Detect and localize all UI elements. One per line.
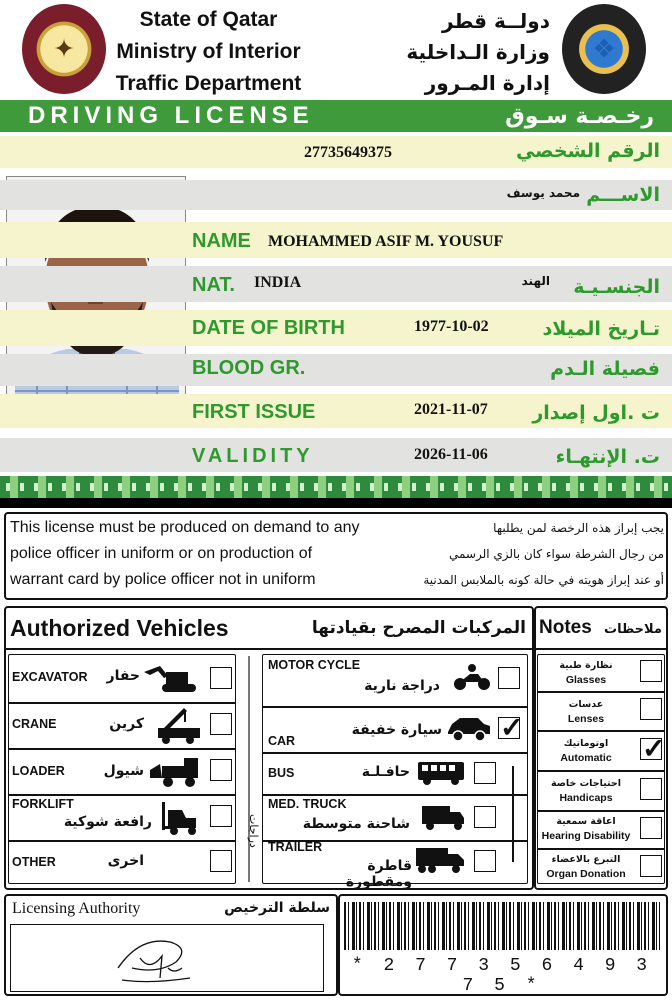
header-english bbox=[106, 4, 311, 100]
group-bracket bbox=[512, 766, 514, 862]
note-glasses bbox=[540, 658, 632, 688]
licensing-authority-label: Licensing Authority bbox=[12, 900, 141, 917]
glasses-checkbox[interactable] bbox=[640, 660, 662, 682]
loader-icon bbox=[148, 756, 202, 788]
note-glasses-ar: نظارة طبية bbox=[559, 660, 613, 671]
crane-label: CRANE bbox=[12, 717, 57, 731]
notice-ar-line: من رجال الشرطة سواء كان بالزي الرسمي bbox=[448, 547, 664, 561]
license-title-ar: رخـصـة سـوق bbox=[505, 104, 654, 129]
first-issue-label: FIRST ISSUE bbox=[192, 401, 316, 423]
car-checkbox[interactable] bbox=[498, 717, 520, 739]
header-ministry: Ministry of Interior bbox=[116, 40, 301, 63]
authorized-vehicles-title-ar: المركبات المصرح بقيادتها bbox=[311, 618, 526, 638]
excavator-checkbox[interactable] bbox=[210, 667, 232, 689]
notes-divider bbox=[537, 810, 665, 812]
row-divider bbox=[262, 706, 528, 708]
note-organ-ar: التبرع بالاعضاء bbox=[551, 854, 621, 865]
car-icon bbox=[446, 714, 492, 742]
handicaps-checkbox[interactable] bbox=[640, 778, 662, 800]
motorcycle-label-ar: دراجة نارية bbox=[364, 678, 440, 694]
validity-value: 2026-11-06 bbox=[414, 446, 488, 463]
med-truck-icon bbox=[420, 804, 466, 832]
note-organ-en: Organ Donation bbox=[546, 868, 626, 880]
authorized-vehicles-title: Authorized Vehicles bbox=[10, 615, 229, 641]
header-department: Traffic Department bbox=[115, 72, 302, 95]
nationality-value: INDIA bbox=[254, 274, 302, 291]
row-divider bbox=[262, 794, 528, 796]
note-glasses-en: Glasses bbox=[565, 674, 607, 686]
forklift-checkbox[interactable] bbox=[210, 805, 232, 827]
note-hearing-en: Hearing Disability bbox=[541, 830, 631, 842]
header-state-ar: دولــة قطر bbox=[442, 9, 550, 33]
dob-ar-label: تـاريخ الميلاد bbox=[542, 318, 660, 340]
lenses-checkbox[interactable] bbox=[640, 698, 662, 720]
barcode-text: * 2 7 7 3 5 6 4 9 3 7 5 * bbox=[351, 956, 653, 996]
excavator-label: EXCAVATOR bbox=[12, 670, 88, 684]
notes-divider bbox=[537, 691, 665, 693]
loader-label: LOADER bbox=[12, 764, 65, 778]
validity-ar-label: ت. الإنتهـاء bbox=[555, 446, 660, 468]
crane-checkbox[interactable] bbox=[210, 713, 232, 735]
first-issue-ar-label: ت .اول إصدار bbox=[532, 402, 660, 424]
med-truck-label: MED. TRUCK bbox=[268, 797, 347, 811]
other-label: OTHER bbox=[12, 855, 56, 869]
notice-en-line: police officer in uniform or on production of bbox=[10, 545, 313, 562]
excavator-icon bbox=[142, 662, 200, 694]
note-automatic-en: Automatic bbox=[560, 752, 612, 764]
note-automatic bbox=[540, 736, 632, 766]
dob-value: 1977-10-02 bbox=[414, 318, 489, 335]
car-label-ar: سيارة خفيفة bbox=[351, 722, 442, 738]
note-lenses bbox=[540, 697, 632, 727]
bus-icon bbox=[416, 760, 466, 786]
row-divider bbox=[8, 702, 236, 704]
excavator-label-ar: حفار bbox=[106, 668, 140, 684]
motorcycle-icon bbox=[452, 662, 492, 692]
crane-icon bbox=[156, 706, 202, 744]
crane-label-ar: كرين bbox=[109, 716, 144, 732]
note-lenses-en: Lenses bbox=[567, 713, 605, 725]
notice-ar-line: أو عند إبراز هويته في حالة كونه بالملابس المدنية bbox=[423, 573, 664, 587]
row-divider bbox=[262, 752, 528, 754]
row-divider bbox=[8, 840, 236, 842]
id-number: 27735649375 bbox=[304, 144, 392, 161]
trailer-checkbox[interactable] bbox=[474, 850, 496, 872]
note-hearing-ar: اعاقة سمعية bbox=[556, 816, 616, 827]
other-checkbox[interactable] bbox=[210, 850, 232, 872]
id-label-ar: الرقم الشخصي bbox=[515, 140, 660, 162]
side-bracket bbox=[248, 656, 250, 882]
other-label-ar: اخرى bbox=[107, 853, 144, 869]
blood-label: BLOOD GR. bbox=[192, 357, 306, 379]
nationality-ar-label: الجنسـيـة bbox=[573, 276, 660, 298]
note-handicaps bbox=[540, 776, 632, 806]
header-state: State of Qatar bbox=[139, 8, 278, 31]
notes-title-ar: ملاحظات bbox=[604, 622, 662, 637]
motorcycle-label: MOTOR CYCLE bbox=[268, 658, 361, 672]
header-ministry-ar: وزارة الـداخلية bbox=[406, 40, 550, 64]
notice-en-line: warrant card by police officer not in uniform bbox=[10, 571, 316, 588]
car-label: CAR bbox=[268, 734, 296, 748]
card-divider bbox=[0, 498, 672, 508]
barcode-icon bbox=[344, 902, 660, 950]
name-label: NAME bbox=[192, 230, 251, 252]
notes-divider bbox=[537, 770, 665, 772]
trailer-label-ar: قاطرة ومقطورة bbox=[345, 858, 412, 890]
notice-en-line: This license must be produced on demand to any bbox=[10, 519, 360, 536]
note-handicaps-ar: احتياجات خاصة bbox=[550, 778, 622, 789]
header-department-ar: إدارة المـرور bbox=[424, 71, 550, 95]
organ-donation-checkbox[interactable] bbox=[640, 855, 662, 877]
blood-ar-label: فصيلة الـدم bbox=[550, 358, 660, 380]
nationality-ar-value: الهند bbox=[521, 274, 550, 288]
notice-arabic bbox=[380, 515, 664, 593]
note-hearing bbox=[540, 814, 632, 844]
nationality-label: NAT. bbox=[192, 274, 235, 296]
loader-checkbox[interactable] bbox=[210, 759, 232, 781]
med-truck-label-ar: شاحنة متوسطة bbox=[302, 816, 410, 832]
name-ar-label: الاســـم bbox=[586, 184, 660, 206]
note-lenses-ar: عدسات bbox=[568, 699, 604, 710]
dob-label: DATE OF BIRTH bbox=[192, 317, 345, 339]
bus-checkbox[interactable] bbox=[474, 762, 496, 784]
forklift-label: FORKLIFT bbox=[12, 797, 74, 811]
name-ar-value: محمد يوسف bbox=[506, 186, 580, 200]
note-handicaps-en: Handicaps bbox=[559, 792, 613, 804]
motorcycle-checkbox[interactable] bbox=[498, 667, 520, 689]
row-divider bbox=[8, 748, 236, 750]
bus-label-ar: حافـلـة bbox=[361, 764, 410, 780]
first-issue-value: 2021-11-07 bbox=[414, 401, 488, 418]
header-arabic bbox=[400, 6, 550, 99]
notes-divider bbox=[537, 848, 665, 850]
qatar-emblem-icon: ✦ bbox=[22, 4, 106, 94]
row-divider bbox=[8, 794, 236, 796]
notice-ar-line: يجب إبراز هذه الرخصة لمن يطلبها bbox=[493, 521, 664, 535]
forklift-label-ar: رافعة شوكية bbox=[63, 814, 152, 830]
side-label-ar: دراجات bbox=[247, 814, 260, 848]
hearing-checkbox[interactable] bbox=[640, 817, 662, 839]
loader-label-ar: شيول bbox=[103, 763, 144, 779]
note-organ-donation bbox=[540, 852, 632, 882]
trailer-label: TRAILER bbox=[268, 840, 323, 854]
licensing-authority-label-ar: سلطة الترخيص bbox=[224, 900, 330, 916]
notes-title: Notes bbox=[539, 617, 592, 638]
bus-label: BUS bbox=[268, 766, 295, 780]
notes-panel bbox=[537, 654, 665, 884]
validity-label: VALIDITY bbox=[192, 445, 314, 467]
med-truck-checkbox[interactable] bbox=[474, 806, 496, 828]
license-title: DRIVING LICENSE bbox=[28, 102, 314, 129]
gcc-emblem-icon: ❖ bbox=[562, 4, 646, 94]
automatic-checkbox[interactable] bbox=[640, 738, 662, 760]
decorative-border bbox=[0, 476, 672, 498]
forklift-icon bbox=[160, 800, 202, 836]
notice-english bbox=[10, 515, 380, 593]
note-automatic-ar: اوتوماتيك bbox=[563, 738, 609, 749]
signature-icon bbox=[110, 928, 200, 990]
trailer-icon bbox=[414, 846, 466, 876]
name-value: MOHAMMED ASIF M. YOUSUF bbox=[268, 233, 504, 250]
